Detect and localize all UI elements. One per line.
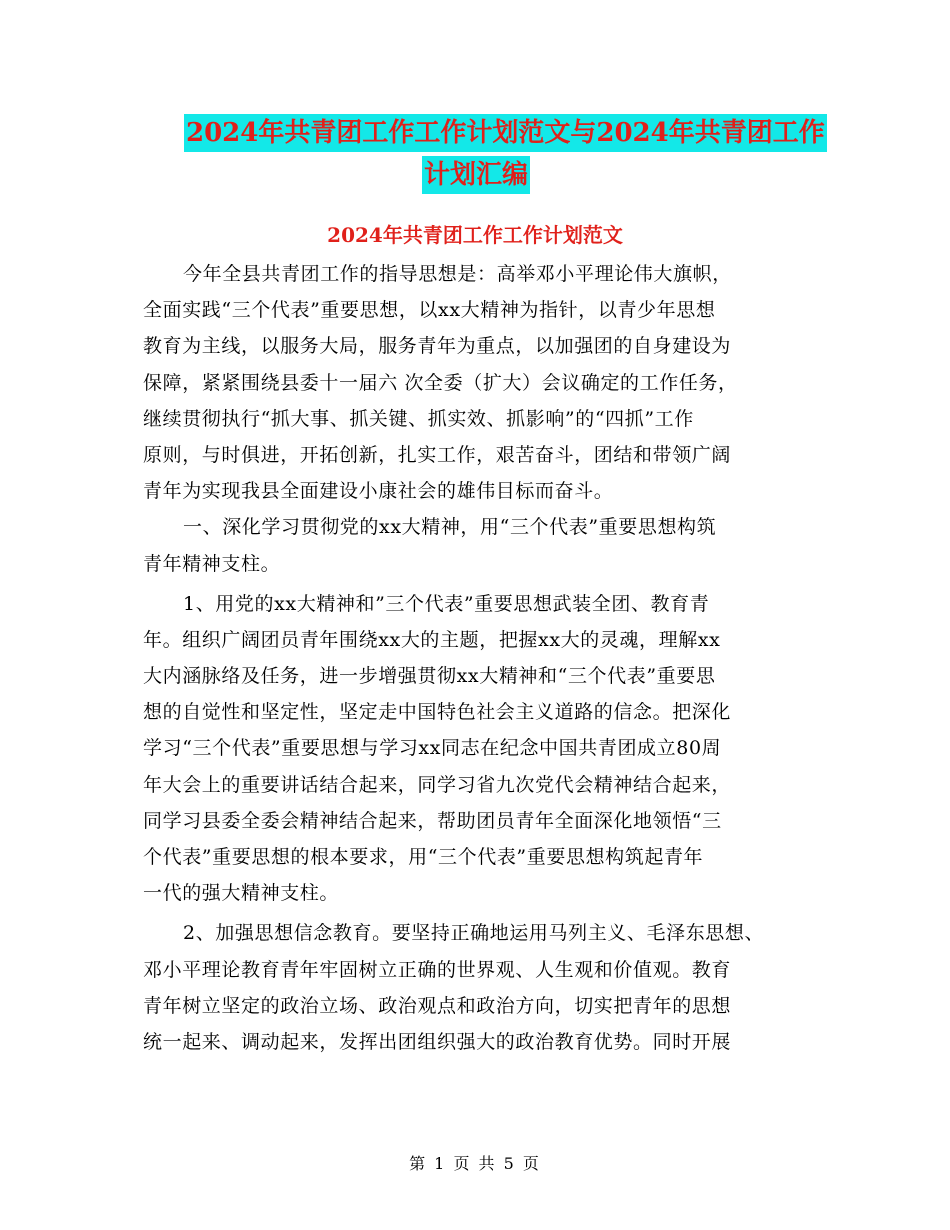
text-line: 同学习县委全委会精神结合起来，帮助团员青年全面深化地领悟“三 (143, 809, 722, 832)
text-line: 继续贯彻执行“抓大事、抓关键、抓实效、抓影响”的“四抓”工作 (143, 407, 694, 430)
text-line: 教育为主线，以服务大局，服务青年为重点，以加强团的自身建设为 (143, 335, 732, 358)
paragraph (143, 256, 843, 509)
text-line: 邓小平理论教育青年牢固树立正确的世界观、人生观和价值观。教育 (143, 958, 732, 981)
text-line: 年。组织广阔团员青年围绕xx大的主题，把握xx大的灵魂，理解xx (143, 628, 721, 651)
section-heading: 2024年共青团工作工作计划范文 (327, 223, 623, 247)
paragraph (143, 915, 843, 1060)
text-line: 想的自觉性和坚定性，坚定走中国特色社会主义道路的信念。把深化 (143, 701, 732, 724)
page-footer: 第 1 页 共 5 页 (409, 1154, 541, 1173)
text-line: 学习“三个代表”重要思想与学习xx同志在纪念中国共青团成立80周 (143, 737, 722, 760)
text-line: 1、用党的xx大精神和”三个代表”重要思想武装全团、教育青 (183, 592, 710, 615)
text-line: 一、深化学习贯彻党的xx大精神，用“三个代表”重要思想构筑 (183, 516, 717, 539)
text-line: 一代的强大精神支柱。 (143, 882, 340, 905)
text-line: 年大会上的重要讲话结合起来，同学习省九次党代会精神结合起来， (143, 773, 732, 796)
text-line: 2、加强思想信念教育。要坚持正确地运用马列主义、毛泽东思想、 (183, 922, 765, 945)
text-line: 保障，紧紧围绕县委十一届六 次全委（扩大）会议确定的工作任务， (143, 371, 738, 394)
title-line-2: 计划汇编 (422, 156, 530, 194)
paragraph (143, 586, 843, 912)
text-line: 大内涵脉络及任务，进一步增强贯彻xx大精神和“三个代表”重要思 (143, 665, 716, 688)
paragraph (143, 509, 843, 581)
text-line: 青年为实现我县全面建设小康社会的雄伟目标而奋斗。 (143, 480, 614, 503)
text-line: 今年全县共青团工作的指导思想是：高举邓小平理论伟大旗帜， (183, 263, 732, 285)
text-line: 全面实践“三个代表”重要思想，以xx大精神为指针，以青少年思想 (143, 299, 716, 322)
title-line-1: 2024年共青团工作工作计划范文与2024年共青团工作 (184, 114, 827, 152)
text-line: 青年精神支柱。 (143, 552, 281, 575)
body-text (143, 256, 843, 1060)
text-line: 统一起来、调动起来，发挥出团组织强大的政治教育优势。同时开展 (143, 1030, 732, 1053)
text-line: 个代表”重要思想的根本要求，用“三个代表”重要思想构筑起青年 (143, 846, 704, 868)
text-line: 青年树立坚定的政治立场、政治观点和政治方向，切实把青年的思想 (143, 994, 732, 1017)
text-line: 原则，与时俱进，开拓创新，扎实工作，艰苦奋斗，团结和带领广阔 (143, 443, 732, 466)
